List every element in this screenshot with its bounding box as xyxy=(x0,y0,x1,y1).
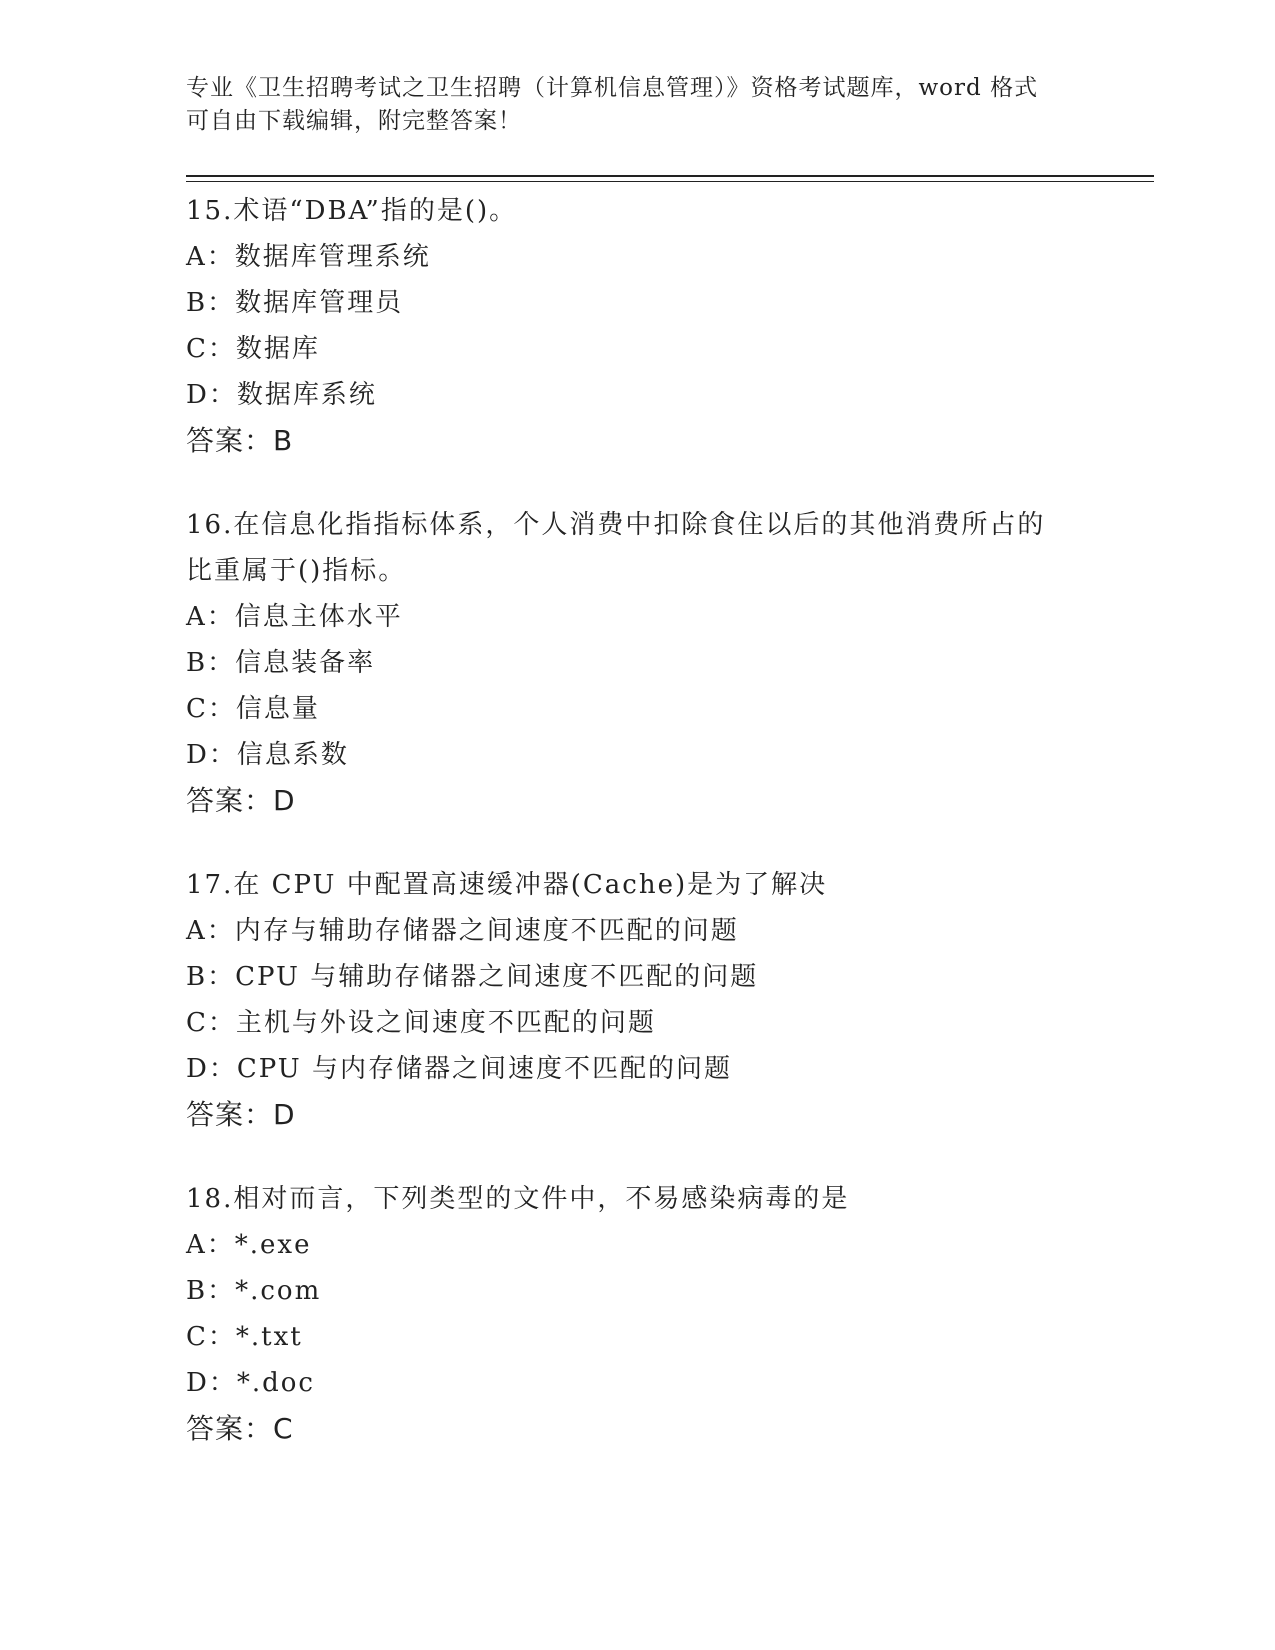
question-stem: 16.在信息化指指标体系，个人消费中扣除食住以后的其他消费所占的 xyxy=(186,510,1046,540)
answer-line: 答案：D xyxy=(186,784,296,817)
option-b: B：信息装备率 xyxy=(186,648,376,678)
option-c: C：主机与外设之间速度不匹配的问题 xyxy=(186,1008,656,1038)
answer-line: 答案：D xyxy=(186,1098,296,1131)
option-d: D：CPU 与内存储器之间速度不匹配的问题 xyxy=(186,1054,732,1084)
question-16 xyxy=(186,502,1146,824)
option-c: C：信息量 xyxy=(186,694,320,724)
question-stem: 18.相对而言，下列类型的文件中，不易感染病毒的是 xyxy=(186,1184,850,1214)
option-c: C：*.txt xyxy=(186,1322,303,1352)
option-b: B：*.com xyxy=(186,1276,322,1306)
option-a: A：*.exe xyxy=(186,1230,312,1260)
question-17 xyxy=(186,862,1146,1138)
header-line-1: 专业《卫生招聘考试之卫生招聘（计算机信息管理）》资格考试题库，word 格式 xyxy=(186,75,1039,101)
question-stem: 17.在 CPU 中配置高速缓冲器(Cache)是为了解决 xyxy=(186,870,828,900)
option-c: C：数据库 xyxy=(186,334,320,364)
question-stem: 15.术语“DBA”指的是()。 xyxy=(186,196,518,226)
option-a: A：内存与辅助存储器之间速度不匹配的问题 xyxy=(186,916,739,946)
question-18 xyxy=(186,1176,1146,1452)
question-list xyxy=(186,188,1146,1490)
option-d: D：数据库系统 xyxy=(186,380,377,410)
header-line-2: 可自由下载编辑，附完整答案！ xyxy=(186,108,522,134)
question-stem-continued: 比重属于()指标。 xyxy=(186,556,407,586)
answer-line: 答案：C xyxy=(186,1412,294,1445)
option-a: A：信息主体水平 xyxy=(186,602,403,632)
answer-line: 答案：B xyxy=(186,424,294,457)
header-divider-thin xyxy=(186,181,1154,182)
option-a: A：数据库管理系统 xyxy=(186,242,431,272)
option-b: B：CPU 与辅助存储器之间速度不匹配的问题 xyxy=(186,962,759,992)
header-divider-thick xyxy=(186,175,1154,177)
option-d: D：信息系数 xyxy=(186,740,349,770)
document-header xyxy=(186,72,1086,138)
option-d: D：*.doc xyxy=(186,1368,315,1398)
option-b: B：数据库管理员 xyxy=(186,288,404,318)
question-15 xyxy=(186,188,1146,464)
